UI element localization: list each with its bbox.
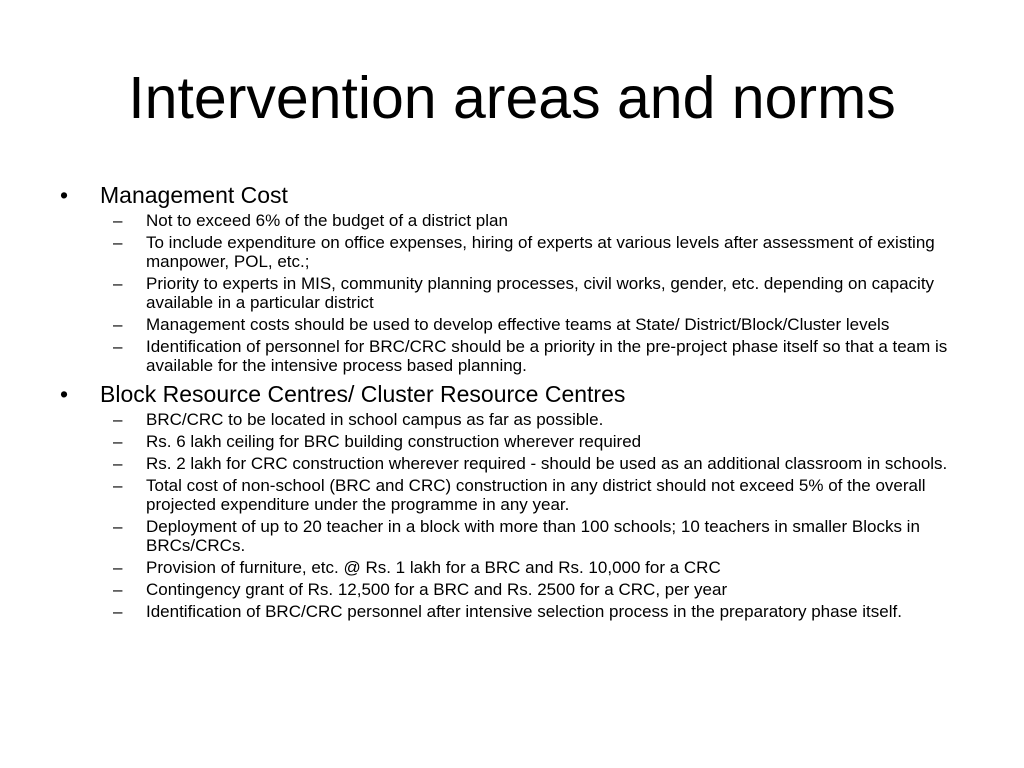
list-item-text: To include expenditure on office expenses, hiring of experts at various levels after assessment of existing manpower, POL, etc.; (146, 233, 935, 271)
list-item (0, 337, 1024, 375)
dash-icon: – (113, 337, 123, 356)
dash-icon: – (113, 476, 123, 495)
list-item-text: Total cost of non-school (BRC and CRC) construction in any district should not exceed 5% of the overall projected expenditure under the programme in any year. (146, 476, 926, 514)
dash-icon: – (113, 315, 123, 334)
list-item-text: Priority to experts in MIS, community planning processes, civil works, gender, etc. depending on capacity available in a particular district (146, 274, 935, 312)
dash-icon: – (113, 410, 123, 429)
list-item (0, 580, 1024, 599)
list-item (0, 233, 1024, 271)
dash-icon: – (113, 558, 123, 577)
list-item (0, 602, 1024, 621)
resource-centres-list (0, 410, 1024, 621)
list-item-text: Contingency grant of Rs. 12,500 for a BRC and Rs. 2500 for a CRC, per year (146, 580, 728, 599)
section-heading-management-cost (0, 182, 1024, 208)
list-item-text: Deployment of up to 20 teacher in a block with more than 100 schools; 10 teachers in smaller Blocks in BRCs/CRCs. (146, 517, 920, 555)
dash-icon: – (113, 233, 123, 252)
list-item (0, 517, 1024, 555)
dash-icon: – (113, 432, 123, 451)
list-item (0, 211, 1024, 230)
dash-icon: – (113, 454, 123, 473)
list-item (0, 558, 1024, 577)
list-item-text: BRC/CRC to be located in school campus as far as possible. (146, 410, 604, 429)
slide-content (0, 182, 1024, 627)
dash-icon: – (113, 211, 123, 230)
list-item (0, 315, 1024, 334)
list-item-text: Provision of furniture, etc. @ Rs. 1 lakh for a BRC and Rs. 10,000 for a CRC (146, 558, 721, 577)
list-item (0, 410, 1024, 429)
management-cost-list (0, 211, 1024, 375)
slide-title: Intervention areas and norms (128, 65, 896, 131)
dash-icon: – (113, 274, 123, 293)
list-item (0, 274, 1024, 312)
list-item-text: Rs. 6 lakh ceiling for BRC building construction wherever required (146, 432, 642, 451)
section-heading-text: Management Cost (100, 182, 288, 208)
dash-icon: – (113, 517, 123, 536)
list-item-text: Identification of personnel for BRC/CRC should be a priority in the pre-project phase itself so that a team is available for the intensive process based planning. (146, 337, 948, 375)
section-heading-text: Block Resource Centres/ Cluster Resource Centres (100, 381, 626, 407)
dash-icon: – (113, 580, 123, 599)
list-item-text: Management costs should be used to develop effective teams at State/ District/Block/Cluster levels (146, 315, 890, 334)
list-item (0, 454, 1024, 473)
list-item-text: Not to exceed 6% of the budget of a district plan (146, 211, 508, 230)
list-item-text: Rs. 2 lakh for CRC construction wherever required - should be used as an additional classroom in schools. (146, 454, 948, 473)
bullet-icon: • (60, 182, 69, 208)
dash-icon: – (113, 602, 123, 621)
list-item (0, 432, 1024, 451)
section-heading-resource-centres (0, 381, 1024, 407)
list-item (0, 476, 1024, 514)
list-item-text: Identification of BRC/CRC personnel after intensive selection process in the preparatory phase itself. (146, 602, 902, 621)
bullet-icon: • (60, 381, 69, 407)
